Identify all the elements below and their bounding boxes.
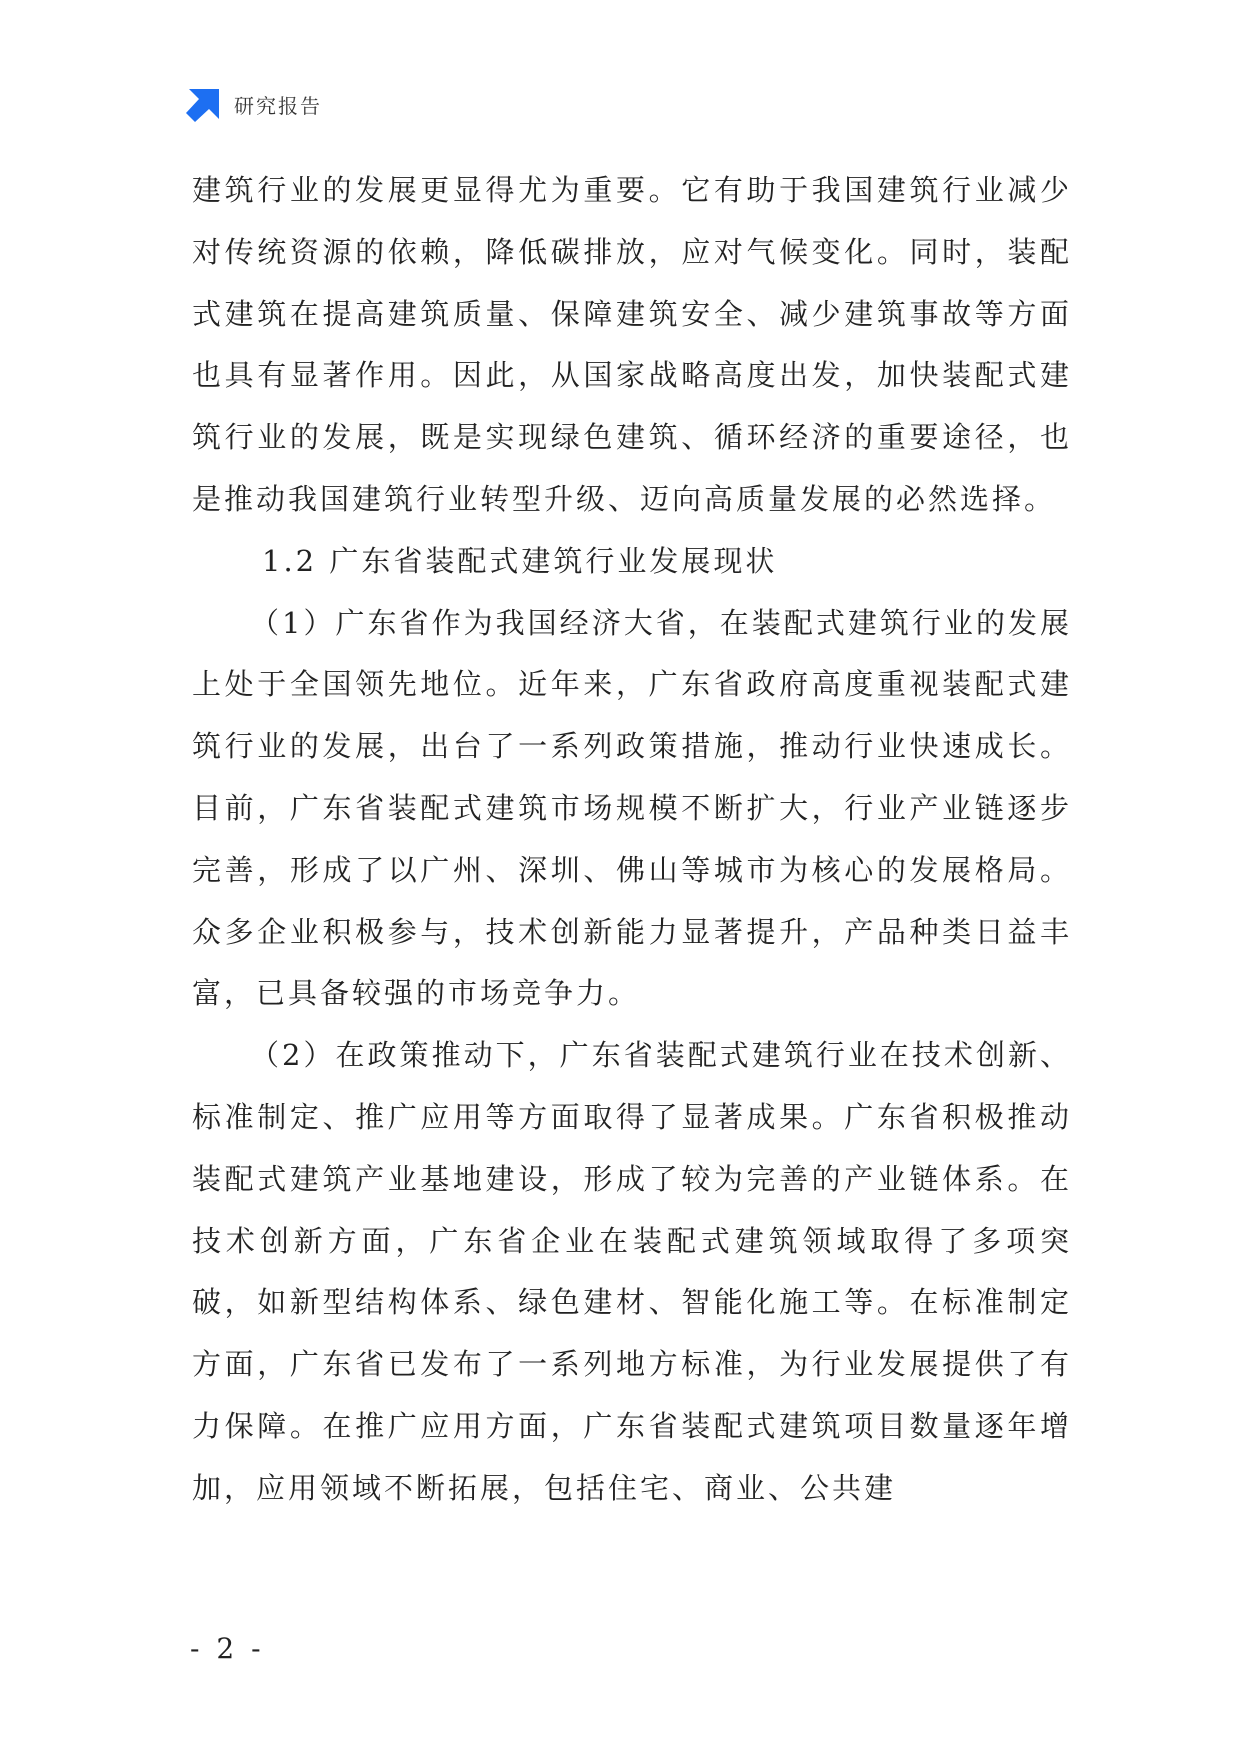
page-number: - 2 - bbox=[190, 1632, 265, 1665]
paragraph-1: （1）广东省作为我国经济大省，在装配式建筑行业的发展上处于全国领先地位。近年来，广东省政府高度重视装配式建筑行业的发展，出台了一系列政策措施，推动行业快速成长。目前，广东省装配式建筑市场规模不断扩大，行业产业链逐步完善，形成了以广州、深圳、佛山等城市为核心的发展格局。众多企业积极参与，技术创新能力显著提升，产品种类日益丰富，已具备较强的市场竞争力。 bbox=[192, 605, 1072, 1011]
header-title: 研究报告 bbox=[234, 93, 322, 118]
paragraph-2: （2）在政策推动下，广东省装配式建筑行业在技术创新、标准制定、推广应用等方面取得了显著成果。广东省积极推动装配式建筑产业基地建设，形成了较为完善的产业链体系。在技术创新方面，广东省企业在装配式建筑领域取得了多项突破，如新型结构体系、绿色建材、智能化施工等。在标准制定方面，广东省已发布了一系列地方标准，为行业发展提供了有力保障。在推广应用方面，广东省装配式建筑项目数量逐年增加，应用领域不断拓展，包括住宅、商业、公共建 bbox=[192, 1038, 1072, 1505]
report-header bbox=[186, 86, 322, 122]
diagonal-arrow-logo-icon bbox=[186, 86, 222, 122]
paragraph-continued: 建筑行业的发展更显得尤为重要。它有助于我国建筑行业减少对传统资源的依赖，降低碳排放，应对气候变化。同时，装配式建筑在提高建筑质量、保障建筑安全、减少建筑事故等方面也具有显著作用。因此，从国家战略高度出发，加快装配式建筑行业的发展，既是实现绿色建筑、循环经济的重要途径，也是推动我国建筑行业转型升级、迈向高质量发展的必然选择。 bbox=[192, 173, 1072, 516]
section-heading: 1.2 广东省装配式建筑行业发展现状 bbox=[262, 543, 778, 578]
document-body bbox=[192, 160, 1072, 1520]
